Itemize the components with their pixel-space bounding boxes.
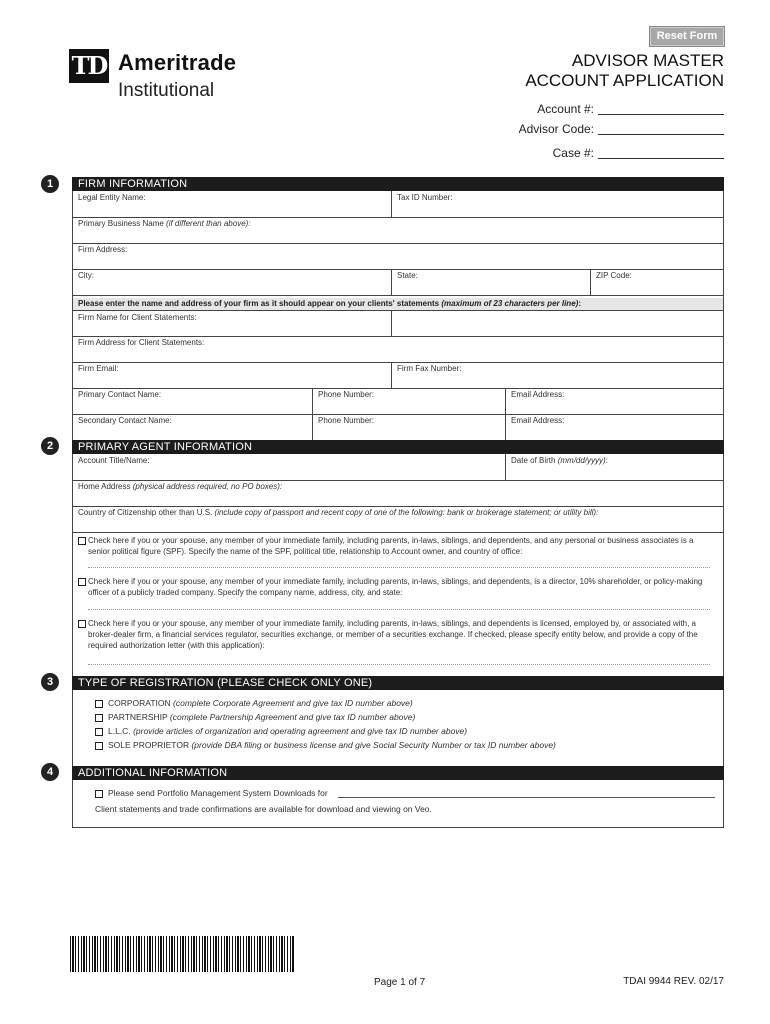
- brand-subtitle: Institutional: [118, 80, 215, 101]
- account-title-label: Account Title/Name:: [78, 456, 150, 465]
- divider: [590, 269, 591, 295]
- firm-email-label: Firm Email:: [78, 364, 119, 373]
- pms-checkbox[interactable]: [95, 790, 103, 798]
- partnership-checkbox[interactable]: [95, 714, 103, 722]
- zip-label: ZIP Code:: [596, 271, 632, 280]
- broker-dealer-checkbox[interactable]: [78, 620, 86, 628]
- statement-instructions: Please enter the name and address of your firm as it should appear on your clients' statements (maximum of 23 characters per line):: [73, 298, 723, 310]
- director-text: Check here if you or your spouse, any member of your immediate family, including parents, in-laws, siblings, and dependents, is a director, 10% shareholder, or policy-making officer of a publicly traded company. Specify the company name, address, city, and state:: [88, 577, 703, 597]
- section-number-1: 1: [41, 175, 59, 193]
- case-number-label: Case #:: [552, 146, 594, 160]
- reset-form-button[interactable]: Reset Form: [649, 26, 725, 47]
- spf-answer-line[interactable]: [88, 567, 710, 568]
- pms-answer-line[interactable]: [338, 797, 715, 798]
- primary-contact-label: Primary Contact Name:: [78, 390, 162, 399]
- frame-right-border: [723, 177, 724, 828]
- page-number: Page 1 of 7: [374, 977, 426, 988]
- row-divider: [72, 295, 724, 296]
- row-divider: [72, 217, 724, 218]
- row-divider: [72, 310, 724, 311]
- account-number-field[interactable]: [598, 102, 724, 115]
- advisor-code-field[interactable]: [598, 122, 724, 135]
- director-checkbox[interactable]: [78, 578, 86, 586]
- corporation-checkbox[interactable]: [95, 700, 103, 708]
- section-header-additional: ADDITIONAL INFORMATION: [72, 766, 724, 780]
- row-divider: [72, 506, 724, 507]
- row-divider: [72, 388, 724, 389]
- dob-label: Date of Birth (mm/dd/yyyy):: [511, 456, 608, 465]
- sole-proprietor-label: SOLE PROPRIETOR (provide DBA filing or business license and give Social Security Number or tax ID number above): [108, 740, 556, 750]
- spf-checkbox[interactable]: [78, 537, 86, 545]
- section-header-firm-information: FIRM INFORMATION: [72, 177, 724, 191]
- row-divider: [72, 336, 724, 337]
- row-divider: [72, 243, 724, 244]
- section-header-primary-agent: PRIMARY AGENT INFORMATION: [72, 440, 724, 454]
- broker-dealer-text: Check here if you or your spouse, any member of your immediate family, including parents, in-laws, siblings, and dependents is licensed, employed by, or associated with, a broker-dealer firm, a financial services regulator, securities exchange, or member of a securities exchange. If checked, please specify entity below, and provide a copy of the required authorization letter (with this application):: [88, 619, 698, 650]
- home-address-label: Home Address (physical address required, no PO boxes):: [78, 482, 283, 491]
- td-logo-icon: TD: [69, 49, 109, 83]
- sole-proprietor-checkbox[interactable]: [95, 742, 103, 750]
- llc-label: L.L.C. (provide articles of organization and operating agreement and give tax ID number above): [108, 726, 468, 736]
- firm-address-statements-label: Firm Address for Client Statements:: [78, 338, 205, 347]
- citizenship-label: Country of Citizenship other than U.S. (include copy of passport and recent copy of one of the following: bank or brokerage statement; or utility bill):: [78, 508, 599, 517]
- case-number-field[interactable]: [598, 146, 724, 159]
- advisor-code-label: Advisor Code:: [518, 122, 594, 136]
- section-number-4: 4: [41, 763, 59, 781]
- row-divider: [72, 269, 724, 270]
- pms-label: Please send Portfolio Management System Downloads for: [108, 788, 328, 798]
- spf-text: Check here if you or your spouse, any member of your immediate family, including parents, in-laws, siblings, and dependents, and any personal or business associates is a senior political figure (SPF). Specify the name of the SPF, political title, relationship to Account owner, and country of office:: [88, 536, 694, 556]
- barcode: [70, 936, 294, 972]
- row-divider: [72, 480, 724, 481]
- form-title-line1: ADVISOR MASTER: [571, 51, 724, 70]
- divider: [391, 191, 392, 217]
- frame-left-border: [72, 177, 73, 828]
- firm-address-label: Firm Address:: [78, 245, 128, 254]
- corporation-label: CORPORATION (complete Corporate Agreement and give tax ID number above): [108, 698, 413, 708]
- section-number-3: 3: [41, 673, 59, 691]
- row-divider: [72, 414, 724, 415]
- divider: [505, 454, 506, 480]
- veo-note: Client statements and trade confirmations are available for download and viewing on Veo.: [95, 804, 432, 814]
- secondary-phone-label: Phone Number:: [318, 416, 375, 425]
- tax-id-label: Tax ID Number:: [397, 193, 453, 202]
- city-label: City:: [78, 271, 94, 280]
- primary-business-label: Primary Business Name (if different than above):: [78, 219, 251, 228]
- divider: [391, 269, 392, 295]
- primary-phone-label: Phone Number:: [318, 390, 375, 399]
- divider: [391, 362, 392, 388]
- section-header-registration: TYPE OF REGISTRATION (PLEASE CHECK ONLY ONE): [72, 676, 724, 690]
- secondary-email-label: Email Address:: [511, 416, 565, 425]
- form-title-line2: ACCOUNT APPLICATION: [525, 71, 724, 90]
- divider: [391, 310, 392, 336]
- legal-entity-label: Legal Entity Name:: [78, 193, 146, 202]
- primary-email-label: Email Address:: [511, 390, 565, 399]
- llc-checkbox[interactable]: [95, 728, 103, 736]
- brand-name: Ameritrade: [118, 50, 237, 75]
- secondary-contact-label: Secondary Contact Name:: [78, 416, 172, 425]
- form-id: TDAI 9944 REV. 02/17: [623, 976, 724, 987]
- director-answer-line[interactable]: [88, 609, 710, 610]
- row-divider: [72, 532, 724, 533]
- section-number-2: 2: [41, 437, 59, 455]
- frame-bottom-border: [72, 827, 724, 828]
- broker-dealer-answer-line[interactable]: [88, 664, 710, 665]
- firm-fax-label: Firm Fax Number:: [397, 364, 462, 373]
- state-label: State:: [397, 271, 418, 280]
- account-number-label: Account #:: [537, 102, 594, 116]
- partnership-label: PARTNERSHIP (complete Partnership Agreement and give tax ID number above): [108, 712, 416, 722]
- firm-name-statements-label: Firm Name for Client Statements:: [78, 313, 197, 322]
- row-divider: [72, 362, 724, 363]
